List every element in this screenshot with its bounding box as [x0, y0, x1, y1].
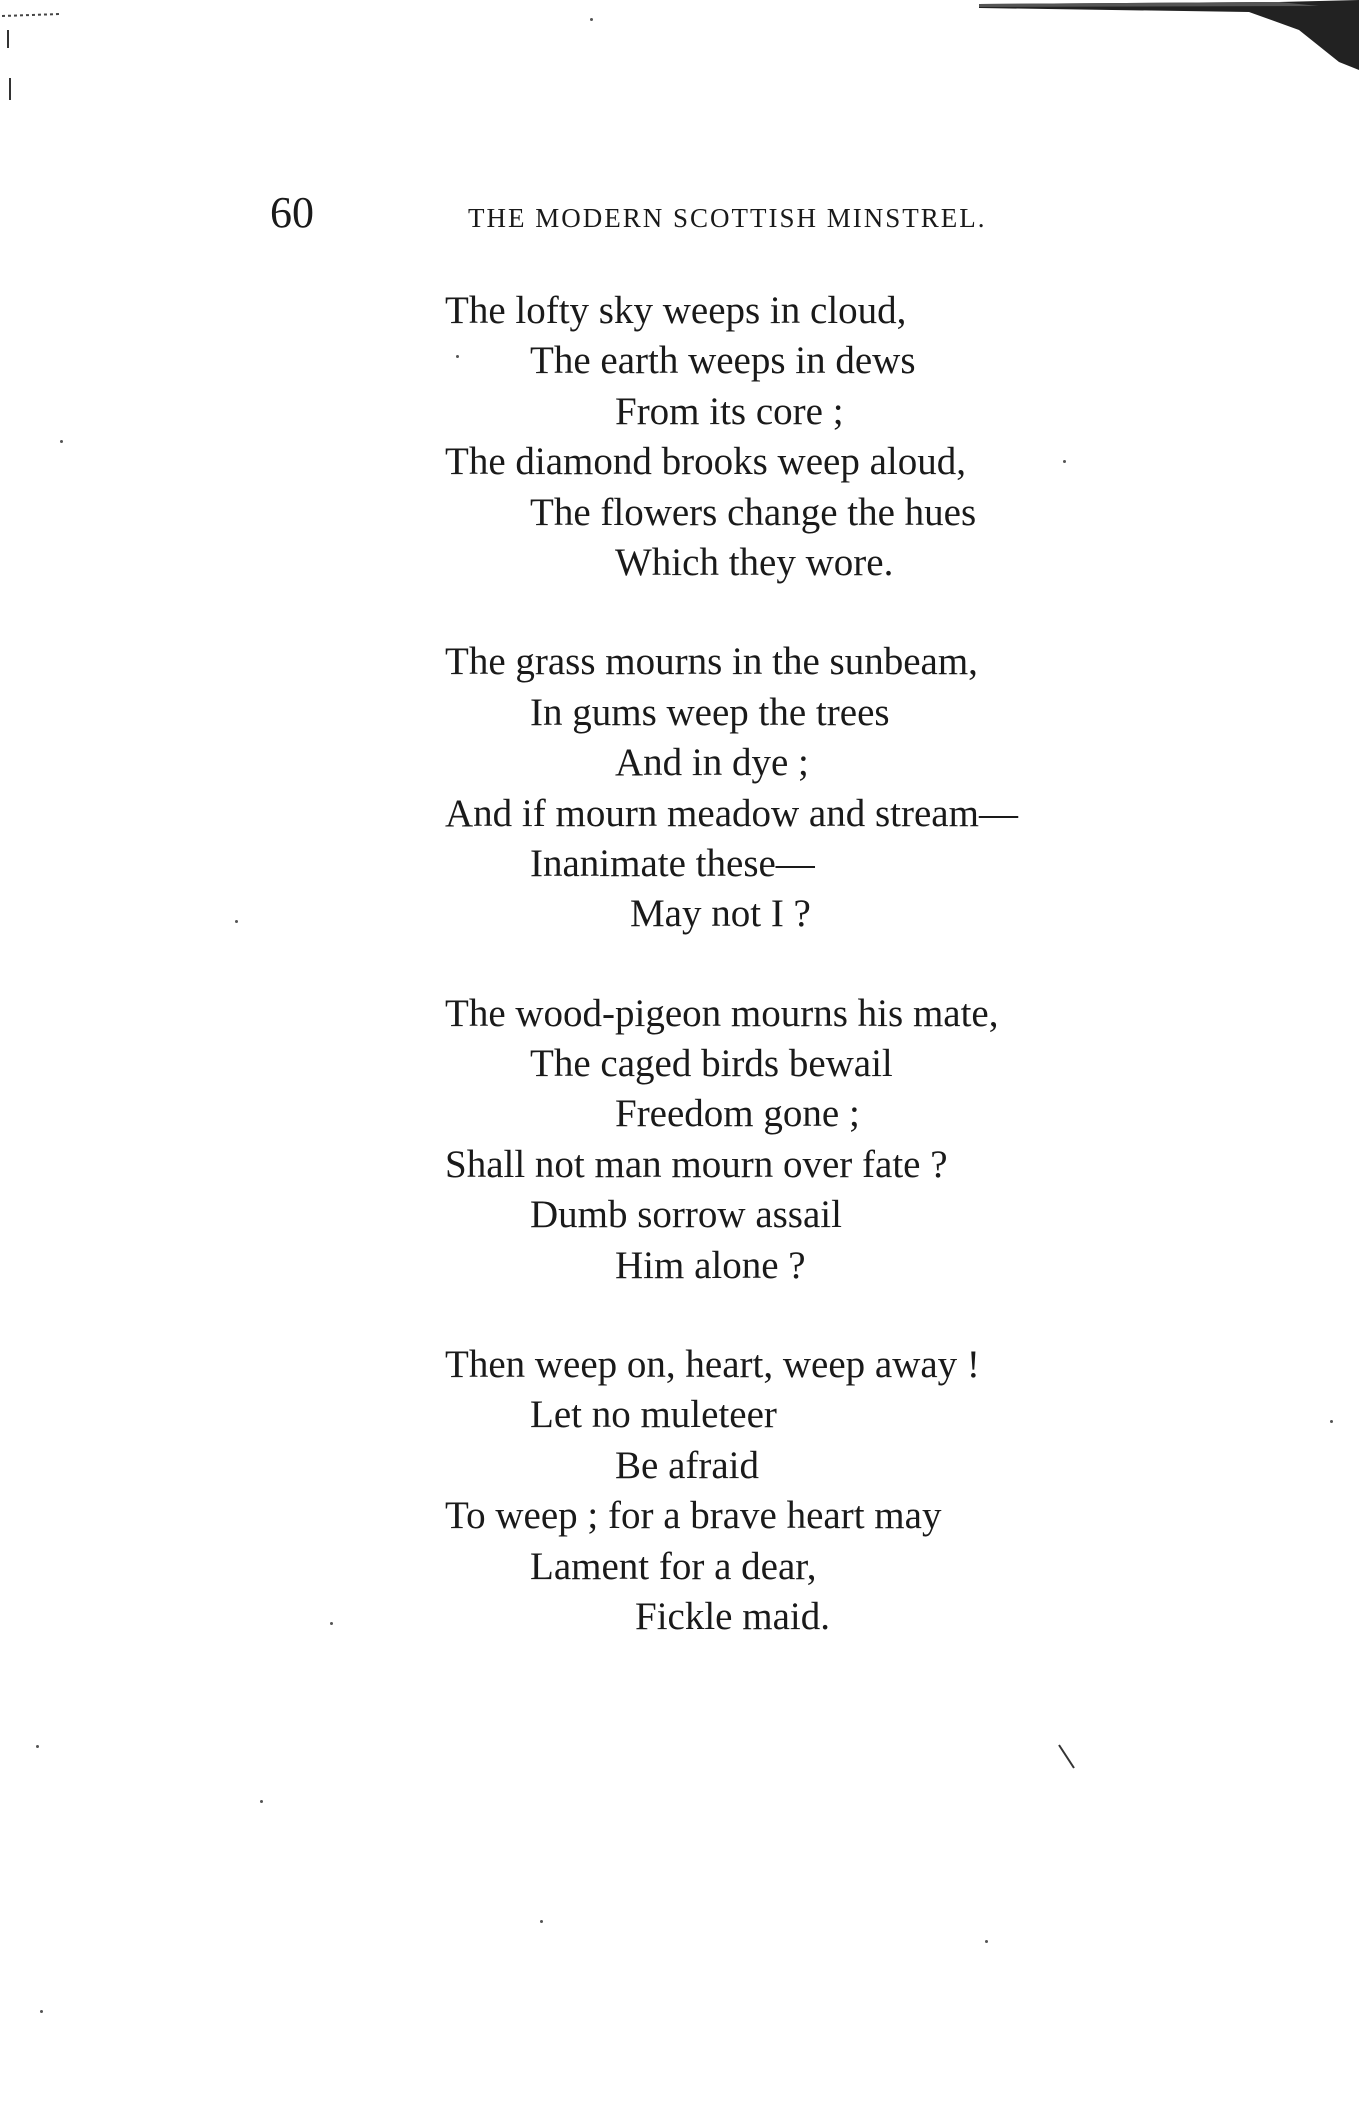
paper-speck: [60, 440, 63, 443]
poem-line: Be afraid: [615, 1443, 760, 1487]
stanza-4: [445, 1340, 1145, 1642]
paper-speck: [330, 1622, 333, 1625]
poem-line: To weep ; for a brave heart may: [445, 1494, 942, 1538]
poem-line: The wood-pigeon mourns his mate,: [445, 991, 999, 1035]
poem-line: Inanimate these—: [530, 841, 815, 885]
poem-line: The lofty sky weeps in cloud,: [445, 289, 907, 332]
page-header: [270, 188, 1070, 238]
poem-line: Lament for a dear,: [530, 1544, 817, 1588]
poem-line: The earth weeps in dews: [530, 339, 916, 383]
paper-speck: [985, 1940, 988, 1943]
poem-line: Which they wore.: [615, 540, 894, 584]
stanza-2: [445, 637, 1145, 939]
paper-speck: [1063, 460, 1066, 463]
scan-shadow-corner: [979, 0, 1359, 70]
stanza-1: [445, 286, 1145, 588]
poem-line: Let no muleteer: [530, 1393, 777, 1437]
poem-line: Dumb sorrow assail: [530, 1193, 842, 1237]
poem-line: The flowers change the hues: [530, 490, 977, 534]
paper-speck: [540, 1920, 543, 1923]
scan-edge-marks: [0, 0, 70, 110]
poem-line: Then weep on, heart, weep away !: [445, 1343, 980, 1387]
paper-speck: [260, 1800, 263, 1803]
poem: [445, 286, 1145, 1691]
stray-pen-mark: [1056, 1742, 1078, 1772]
page-number: 60: [270, 188, 314, 237]
poem-line: The grass mourns in the sunbeam,: [445, 640, 978, 684]
poem-line: Shall not man mourn over fate ?: [445, 1142, 948, 1186]
poem-line: The caged birds bewail: [530, 1042, 893, 1086]
poem-line: And if mourn meadow and stream—: [445, 791, 1018, 835]
paper-speck: [456, 355, 459, 358]
running-title: THE MODERN SCOTTISH MINSTREL.: [468, 203, 987, 233]
paper-speck: [40, 2010, 43, 2013]
paper-speck: [36, 1745, 39, 1748]
poem-line: And in dye ;: [615, 741, 809, 785]
poem-line: Freedom gone ;: [615, 1092, 860, 1136]
paper-speck: [590, 18, 593, 21]
poem-line: May not I ?: [630, 892, 811, 936]
paper-speck: [235, 920, 238, 923]
poem-line: Him alone ?: [615, 1243, 806, 1287]
stanza-3: [445, 989, 1145, 1291]
poem-line: In gums weep the trees: [530, 690, 890, 734]
poem-line: Fickle maid.: [635, 1594, 830, 1638]
poem-line: From its core ;: [615, 389, 844, 433]
paper-speck: [1330, 1420, 1333, 1423]
poem-line: The diamond brooks weep aloud,: [445, 440, 966, 484]
